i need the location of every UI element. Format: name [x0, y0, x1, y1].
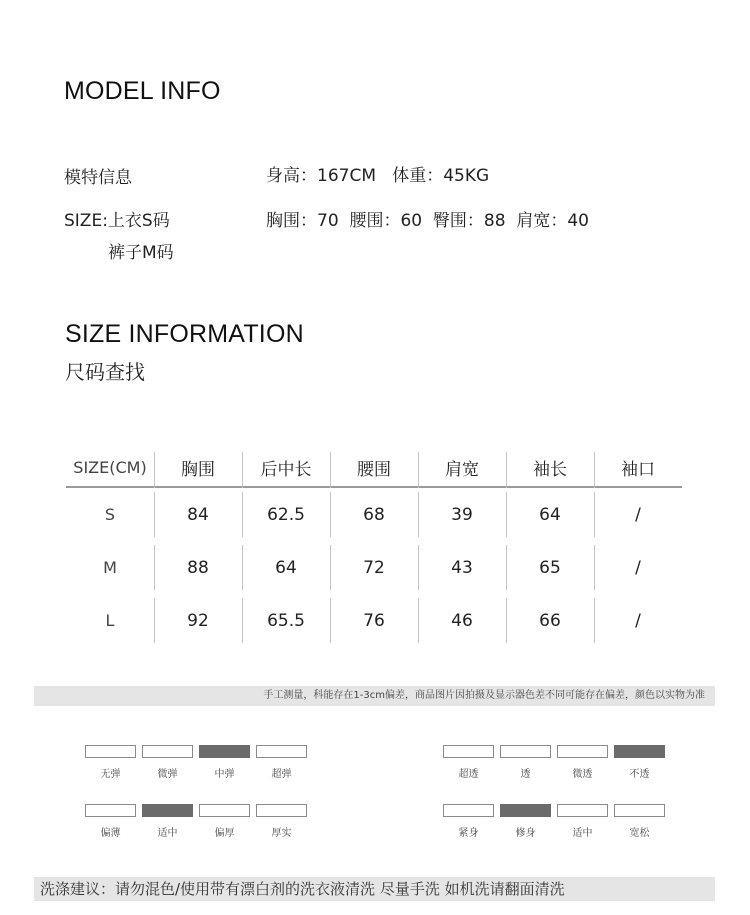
scale-option	[554, 745, 611, 780]
scale-box	[614, 804, 665, 817]
scale-option	[497, 804, 554, 839]
scale-box	[614, 745, 665, 758]
scale-option	[82, 804, 139, 839]
scale-box	[500, 804, 551, 817]
scale-label: 偏薄	[100, 828, 121, 839]
scale-box	[199, 804, 250, 817]
size-info-subheading: 尺码查找	[65, 360, 145, 384]
thickness-scale	[82, 804, 310, 839]
scale-box	[443, 745, 494, 758]
scale-label: 适中	[572, 828, 593, 839]
table-cell: 88	[154, 541, 242, 594]
size-table-header	[66, 448, 682, 488]
scale-box	[557, 804, 608, 817]
table-cell: /	[594, 488, 682, 541]
column-header: 腰围	[330, 448, 418, 486]
scale-option	[497, 745, 554, 780]
scale-label: 修身	[515, 828, 536, 839]
table-cell: L	[105, 611, 115, 630]
scale-label: 偏厚	[214, 828, 235, 839]
scale-box	[557, 745, 608, 758]
table-cell: S	[104, 505, 116, 524]
table-row	[66, 594, 682, 647]
table-row	[66, 541, 682, 594]
scale-option	[139, 745, 196, 780]
measurement-note: 手工测量，科能存在1-3cm偏差，商品图片因拍摄及显示器色差不同可能存在偏差，颜色以实物为准	[34, 686, 715, 706]
scale-box	[256, 804, 307, 817]
table-cell: 76	[330, 594, 418, 647]
table-cell: 66	[506, 594, 594, 647]
column-header: SIZE(CM)	[73, 457, 147, 477]
scale-option	[139, 804, 196, 839]
scale-label: 无弹	[100, 769, 121, 780]
size-table	[66, 448, 682, 647]
scale-label: 微透	[572, 769, 593, 780]
scale-label: 中弹	[214, 769, 235, 780]
scale-label: 不透	[629, 769, 650, 780]
scale-option	[196, 745, 253, 780]
model-size-label: SIZE:上衣S码	[64, 211, 170, 231]
table-cell: 39	[418, 488, 506, 541]
table-cell: 92	[154, 594, 242, 647]
table-cell: /	[594, 541, 682, 594]
model-measurements: 胸围：70 腰围：60 臀围：88 肩宽：40	[266, 211, 589, 231]
scale-option	[253, 745, 310, 780]
scale-box	[500, 745, 551, 758]
scale-box	[142, 745, 193, 758]
scale-option	[253, 804, 310, 839]
scale-label: 透	[520, 769, 531, 780]
scale-option	[611, 745, 668, 780]
table-cell: 84	[154, 488, 242, 541]
column-header: 袖口	[594, 448, 682, 486]
scale-label: 超透	[458, 769, 479, 780]
table-cell: 43	[418, 541, 506, 594]
scale-option	[440, 745, 497, 780]
scale-box	[85, 745, 136, 758]
scale-option	[440, 804, 497, 839]
model-info-heading: MODEL INFO	[64, 77, 221, 105]
scale-option	[196, 804, 253, 839]
fit-scale	[440, 804, 668, 839]
table-cell: M	[103, 558, 117, 577]
scale-label: 微弹	[157, 769, 178, 780]
column-header: 袖长	[506, 448, 594, 486]
scale-box	[256, 745, 307, 758]
table-cell: 64	[242, 541, 330, 594]
transparency-scale	[440, 745, 668, 780]
column-header: 肩宽	[418, 448, 506, 486]
table-cell: /	[594, 594, 682, 647]
size-info-heading: SIZE INFORMATION	[65, 320, 304, 348]
elasticity-scale	[82, 745, 310, 780]
scale-option	[554, 804, 611, 839]
scale-option	[611, 804, 668, 839]
scale-box	[443, 804, 494, 817]
scale-label: 超弹	[271, 769, 292, 780]
table-cell: 68	[330, 488, 418, 541]
washing-advice: 洗涤建议：请勿混色/使用带有漂白剂的洗衣液清洗 尽量手洗 如机洗请翻面清洗	[34, 877, 715, 901]
model-stats: 身高：167CM 体重：45KG	[266, 166, 490, 186]
model-info-label: 模特信息	[64, 168, 132, 188]
scale-label: 厚实	[271, 828, 292, 839]
model-size-label-2: 裤子M码	[108, 243, 174, 263]
table-cell: 64	[506, 488, 594, 541]
scale-box	[85, 804, 136, 817]
table-cell: 62.5	[242, 488, 330, 541]
scale-label: 适中	[157, 828, 178, 839]
scale-label: 宽松	[629, 828, 650, 839]
scale-option	[82, 745, 139, 780]
column-header: 胸围	[154, 448, 242, 486]
scale-box	[199, 745, 250, 758]
table-row	[66, 488, 682, 541]
scale-box	[142, 804, 193, 817]
scale-label: 紧身	[458, 828, 479, 839]
table-cell: 65.5	[242, 594, 330, 647]
table-cell: 65	[506, 541, 594, 594]
column-header: 后中长	[242, 448, 330, 486]
table-cell: 46	[418, 594, 506, 647]
table-cell: 72	[330, 541, 418, 594]
